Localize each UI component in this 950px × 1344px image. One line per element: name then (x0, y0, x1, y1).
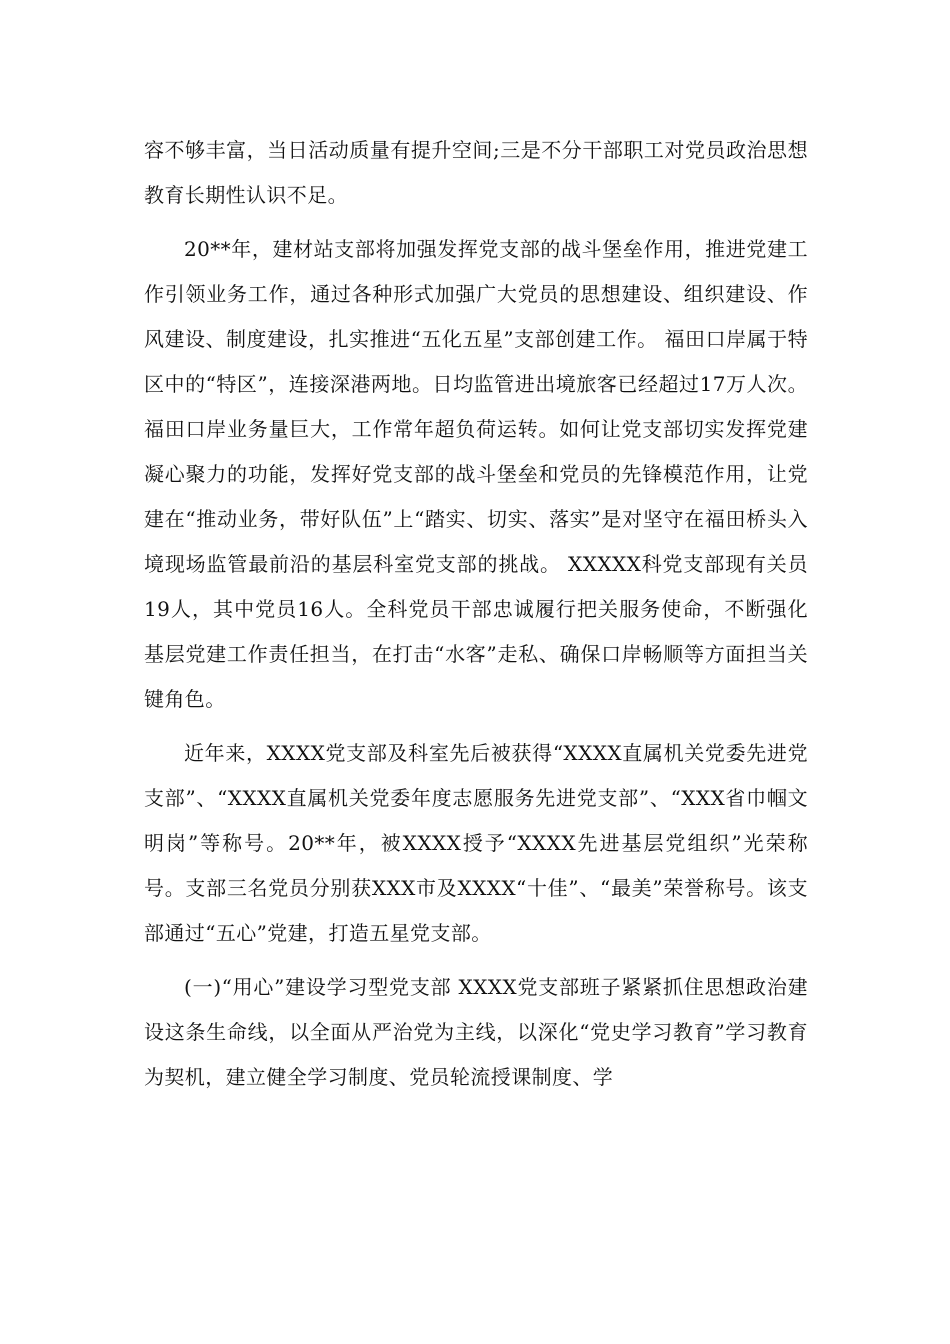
paragraph-3: 近年来，XXXX党支部及科室先后被获得“XXXX直属机关党委先进党支部”、“XXXX直属机关党委年度志愿服务先进党支部”、“XXX省巾帼文明岗”等称号。20**年，被XXXX授予“XXXX先进基层党组织”光荣称号。支部三名党员分别获XXX市及XXXX“十佳”、“最美”荣誉称号。该支部通过“五心”党建，打造五星党支部。 (144, 741, 808, 945)
document-body (144, 128, 808, 1109)
paragraph-4: (一)“用心”建设学习型党支部 XXXX党支部班子紧紧抓住思想政治建设这条生命线，以全面从严治党为主线，以深化“党史学习教育”学习教育为契机，建立健全学习制度、党员轮流授课制度、学 (144, 975, 808, 1089)
paragraph-2: 20**年，建材站支部将加强发挥党支部的战斗堡垒作用，推进党建工作引领业务工作，通过各种形式加强广大党员的思想建设、组织建设、作风建设、制度建设，扎实推进“五化五星”支部创建工作。 福田口岸属于特区中的“特区”，连接深港两地。日均监管进出境旅客已经超过17万人次。福田口岸业务量巨大，工作常年超负荷运转。如何让党支部切实发挥党建凝心聚力的功能，发挥好党支部的战斗堡垒和党员的先锋模范作用，让党建在“推动业务，带好队伍”上“踏实、切实、落实”是对坚守在福田桥头入境现场监管最前沿的基层科室党支部的挑战。 XXXXX科党支部现有关员19人，其中党员16人。全科党员干部忠诚履行把关服务使命，不断强化基层党建工作责任担当，在打击“水客”走私、确保口岸畅顺等方面担当关键角色。 (144, 237, 808, 711)
paragraph-1: 容不够丰富，当日活动质量有提升空间;三是不分干部职工对党员政治思想教育长期性认识不足。 (144, 138, 808, 207)
